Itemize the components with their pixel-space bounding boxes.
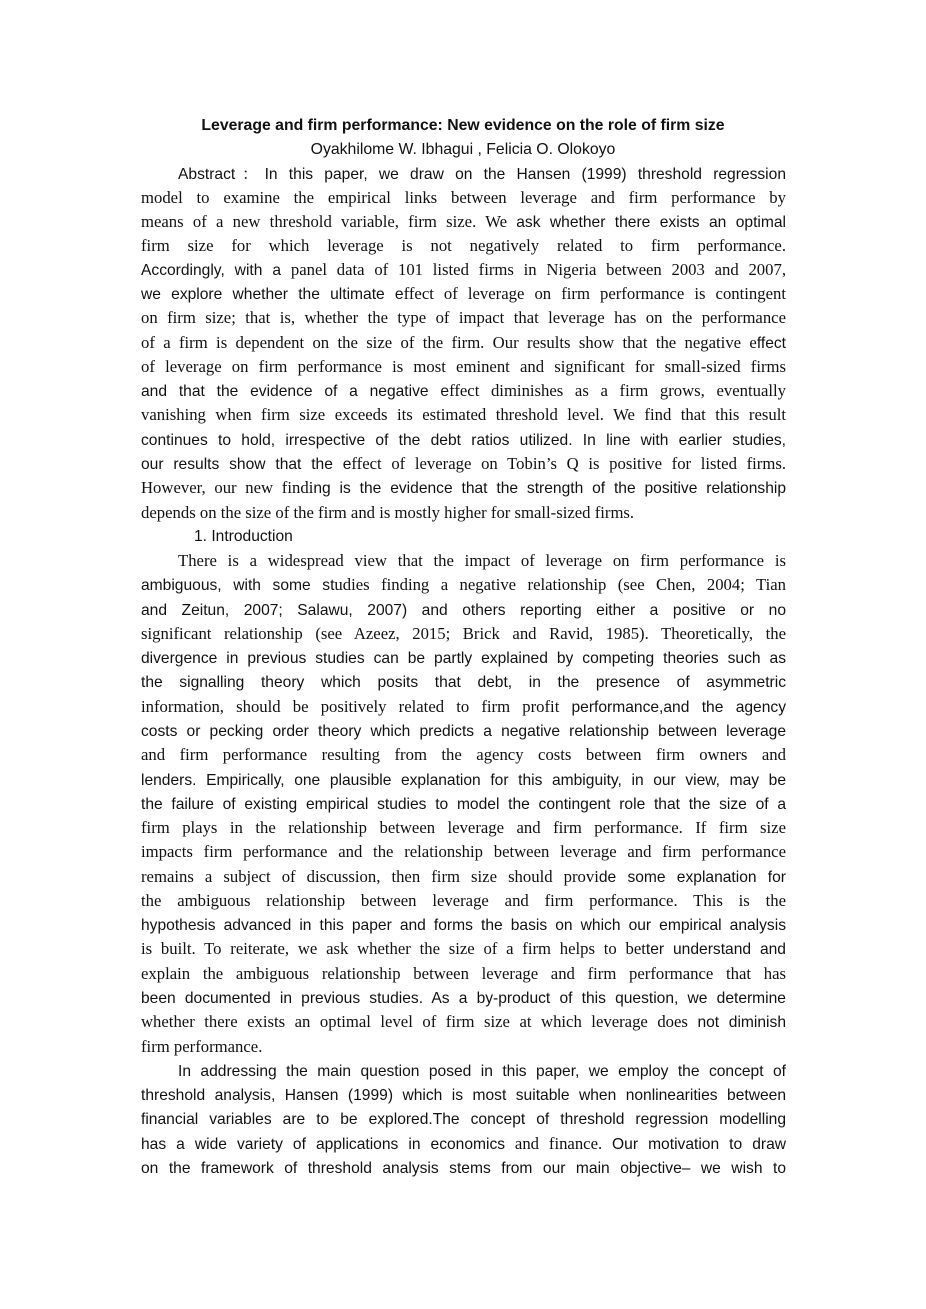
text-run: whether there exists an optimal level of firm size at which leverage does — [141, 1012, 698, 1031]
text-run: information, should be positively related to firm profit — [141, 697, 572, 716]
abstract-line — [141, 452, 786, 477]
body-line — [141, 622, 786, 646]
text-run: been documented in previous studies. As a by-product of this question, we determine — [141, 990, 786, 1007]
abstract-line — [141, 258, 786, 283]
text-run: our results show that the e — [141, 456, 352, 473]
body-line — [141, 1107, 786, 1132]
text-run: ffect of leverage on Tobin’s Q is positive for listed firms. — [351, 454, 786, 473]
text-run: firm size for which leverage is not negatively related to firm performance. — [141, 236, 786, 255]
body-line — [141, 1156, 786, 1181]
author-line: Oyakhilome W. Ibhagui , Felicia O. Olokoyo — [310, 141, 616, 158]
abstract-line — [141, 282, 786, 307]
section-heading-introduction: 1. Introduction — [194, 528, 293, 545]
text-run: not diminish — [697, 1014, 786, 1031]
text-run: the ambiguous relationship between leverage and firm performance. This is the — [141, 891, 786, 910]
abstract-line — [141, 428, 786, 453]
text-run: Our motivation to draw — [612, 1136, 787, 1153]
text-run: firm plays in the relationship between leverage and firm performance. If firm size — [141, 818, 786, 837]
text-run: depends on the size of the firm and is mostly higher for small-sized firms. — [141, 503, 635, 522]
text-run: ambiguous, with some st — [141, 577, 335, 594]
text-run: ffect diminishes as a firm grows, eventually — [449, 381, 786, 400]
paper-title: Leverage and firm performance: New evidence on the role of firm size — [201, 117, 725, 134]
text-run: and finance. — [505, 1134, 613, 1153]
body-line — [141, 1010, 786, 1035]
body-line — [141, 937, 786, 962]
body-line — [141, 1035, 786, 1059]
body-line — [141, 573, 786, 598]
body-line — [141, 743, 786, 767]
abstract-line — [141, 234, 786, 258]
text-run: is built. To reiterate, we ask whether the size of a firm helps to bet — [141, 939, 646, 958]
text-run: threshold analysis, Hansen (1999) which is most suitable when nonlinearities between — [141, 1087, 786, 1104]
text-run: on firm size; that is, whether the type of impact that leverage has on the performance — [141, 308, 786, 327]
body-line — [141, 768, 786, 793]
body-line — [141, 598, 786, 623]
text-run: remains a subject of discussion, then firm size should provi — [141, 867, 599, 886]
text-run: performance,and the agency — [571, 699, 786, 716]
body-line — [141, 913, 786, 938]
abstract-line — [178, 162, 786, 187]
abstract-line — [141, 379, 786, 404]
text-run: and Zeitun, 2007; Salawu, 2007) and others reporting either a positive or no — [141, 602, 786, 619]
text-run: costs or pecking order theory which predicts a negative relationship between leverage — [141, 723, 786, 740]
text-run: on the framework of threshold analysis stems from our main objective– we wish to — [141, 1160, 786, 1177]
abstract-line — [141, 210, 786, 235]
text-run: and firm performance resulting from the agency costs between firm owners and — [141, 745, 786, 764]
body-line — [141, 865, 786, 890]
text-run: udies finding a negative relationship (see Chen, 2004; Tian — [334, 575, 787, 594]
abstract-line — [141, 501, 786, 525]
body-line — [141, 1132, 786, 1157]
text-run: of a firm is dependent on the size of the firm. Our results show that the negative e — [141, 333, 757, 352]
body-line — [141, 889, 786, 913]
body-line — [178, 549, 786, 573]
abstract-line — [141, 331, 786, 356]
body-line — [141, 792, 786, 817]
text-run: the signalling theory which posits that debt, in the presence of asymmetric — [141, 674, 786, 691]
text-run: model to examine the empirical links between leverage and firm performance by — [141, 188, 786, 207]
body-line — [141, 670, 786, 695]
text-run: ask whether there exists an optimal — [516, 214, 786, 231]
text-run: has a wide variety of applications in economics — [141, 1136, 506, 1153]
body-line — [141, 1083, 786, 1108]
text-run: However, our new findi — [141, 478, 314, 497]
text-run: de some explanation for — [598, 869, 787, 886]
text-run: means of a new threshold variable, firm size. We — [141, 212, 517, 231]
text-run: the failure of existing empirical studies to model the contingent role that the size of a — [141, 796, 786, 813]
text-run: ter understand and — [645, 941, 786, 958]
text-run: firm performance. — [141, 1037, 263, 1056]
text-run: In addressing the main question posed in this paper, we employ the concept of — [178, 1063, 786, 1080]
text-run: ffect of leverage on firm performance is contingent — [403, 284, 786, 303]
body-line — [141, 695, 786, 720]
text-run: of leverage on firm performance is most eminent and significant for small-sized firms — [141, 357, 786, 376]
abstract-line — [141, 403, 786, 427]
text-run: ng is the evidence that the strength of the positive relationship — [313, 480, 786, 497]
text-run: panel data of 101 listed firms in Nigeria between 2003 and 2007, — [290, 260, 786, 279]
body-line — [141, 719, 786, 744]
abstract-line — [141, 186, 786, 210]
text-run: significant relationship (see Azeez, 2015; Brick and Ravid, 1985). Theoretically, the — [141, 624, 786, 643]
text-run: continues to hold, irrespective of the debt ratios utilized. In line with earlier studies, — [141, 432, 786, 449]
text-run: we explore whether the ultimate e — [141, 286, 404, 303]
text-run: Abstract：In this paper, we draw on the Hansen (1999) threshold regression — [178, 166, 786, 183]
body-line — [178, 1059, 786, 1084]
abstract-line — [141, 476, 786, 501]
text-run: ffect — [756, 335, 786, 352]
abstract-line — [141, 306, 786, 330]
text-run: vanishing when firm size exceeds its estimated threshold level. We find that this result — [141, 405, 786, 424]
text-run: lenders. Empirically, one plausible explanation for this ambiguity, in our view, may be — [141, 772, 786, 789]
text-run: divergence in previous studies can be partly explained by competing theories such as — [141, 650, 786, 667]
text-run: There is a widespread view that the impact of leverage on firm performance is — [178, 551, 786, 570]
text-run: hypothesis advanced in this paper and forms the basis on which our empirical analysis — [141, 917, 786, 934]
body-line — [141, 646, 786, 671]
body-line — [141, 816, 786, 840]
text-run: Accordingly, with a — [141, 262, 291, 279]
text-run: impacts firm performance and the relationship between leverage and firm performance — [141, 842, 786, 861]
body-line — [141, 840, 786, 864]
body-line — [141, 962, 786, 986]
abstract-line — [141, 355, 786, 379]
body-line — [141, 986, 786, 1011]
text-run: and that the evidence of a negative e — [141, 383, 450, 400]
text-run: explain the ambiguous relationship between leverage and firm performance that has — [141, 964, 786, 983]
text-run: financial variables are to be explored.The concept of threshold regression modelling — [141, 1111, 786, 1128]
